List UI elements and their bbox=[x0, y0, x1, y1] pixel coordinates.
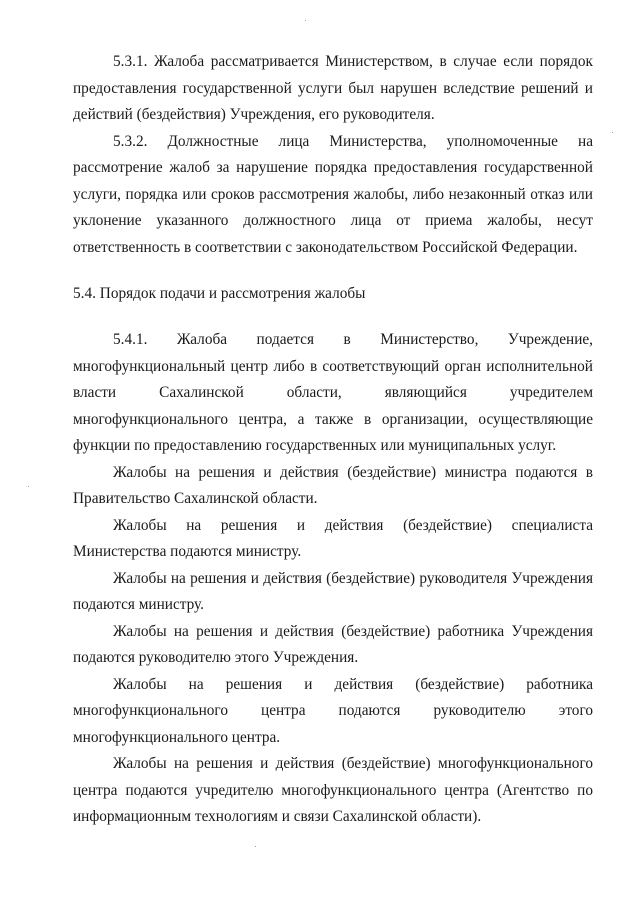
paragraph-5-4-1: 5.4.1. Жалоба подается в Министерство, Учреждение, многофункциональный центр либо в соответствующий орган исполнительной власти Сахалинской области, являющийся учредителем многофункционального центра, а также в организации, осуществляющие функции по предоставлению государственных или муниципальных услуг. bbox=[73, 331, 593, 454]
paragraph-complaint-worker-institution: Жалобы на решения и действия (бездействие) работника Учреждения подаются руководителю этого Учреждения. bbox=[73, 622, 593, 666]
scan-speck bbox=[305, 20, 306, 21]
scan-speck bbox=[255, 846, 256, 847]
paragraph-5-3-2: 5.3.2. Должностные лица Министерства, уполномоченные на рассмотрение жалоб за нарушение порядка предоставления государственной услуги, порядка или сроков рассмотрения жалобы, либо незаконный отказ или уклонение указанного должностного лица от приема жалобы, несут ответственность в соответствии с законодательством Российской Федерации. bbox=[73, 132, 593, 256]
paragraph-complaint-worker-mfc: Жалобы на решения и действия (бездействие) работника многофункционального центра подаются руководителю этого многофункционального центра. bbox=[73, 675, 593, 746]
scan-speck bbox=[28, 486, 29, 487]
scan-speck bbox=[612, 132, 613, 133]
paragraph-complaint-specialist: Жалобы на решения и действия (бездействие) специалиста Министерства подаются министру. bbox=[73, 516, 593, 560]
paragraph-complaint-minister: Жалобы на решения и действия (бездействие) министра подаются в Правительство Сахалинской области. bbox=[73, 463, 593, 507]
paragraph-5-3-1: 5.3.1. Жалоба рассматривается Министерством, в случае если порядок предоставления государственной услуги был нарушен вследствие решений и действий (бездействия) Учреждения, его руководителя. bbox=[73, 53, 593, 123]
section-heading-5-4: 5.4. Порядок подачи и рассмотрения жалобы bbox=[73, 285, 366, 302]
paragraph-complaint-head-institution: Жалобы на решения и действия (бездействие) руководителя Учреждения подаются министру. bbox=[73, 569, 593, 613]
section-5-4-heading-block bbox=[73, 281, 593, 308]
paragraph-complaint-mfc: Жалобы на решения и действия (бездействие) многофункционального центра подаются учредителю многофункционального центра (Агентство по информационным технологиям и связи Сахалинской области). bbox=[73, 755, 593, 825]
section-5-4-body bbox=[73, 327, 593, 831]
section-5-3-body bbox=[73, 49, 593, 261]
